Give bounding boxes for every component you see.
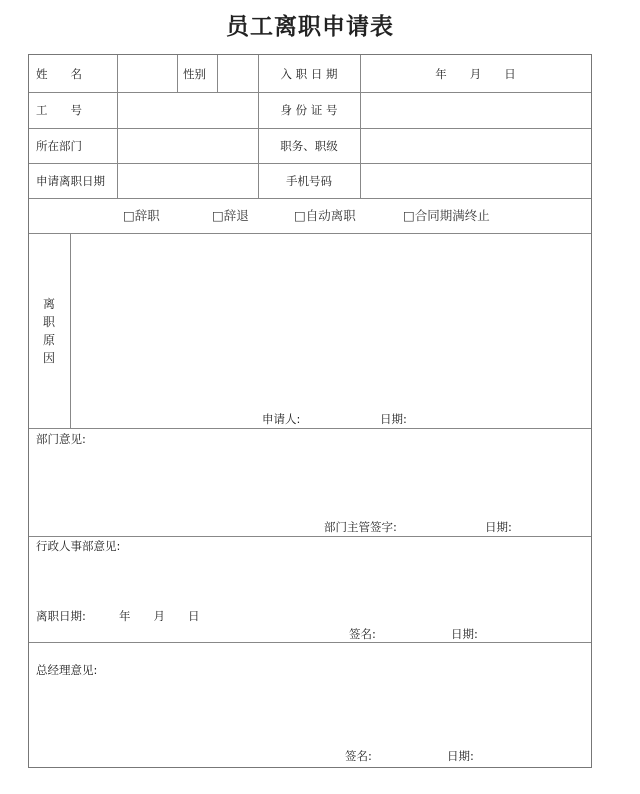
leave-date-field[interactable]: 年 月 日	[119, 609, 200, 623]
section-divider	[29, 642, 591, 643]
hr-sign-label: 签名:	[349, 627, 376, 641]
applicant-label: 申请人:	[262, 412, 301, 426]
resignation-form	[28, 54, 592, 768]
gender-label: 性别	[183, 67, 206, 81]
position-label: 职务、职级	[280, 139, 338, 153]
gm-opinion-textarea[interactable]	[36, 680, 586, 740]
row-divider	[29, 128, 591, 129]
name-label: 姓 名	[36, 67, 82, 81]
phone-input[interactable]	[360, 174, 591, 188]
reason-label-char: 因	[42, 351, 55, 365]
reason-label-char: 离	[42, 297, 55, 311]
position-input[interactable]	[360, 139, 591, 153]
apply-date-input[interactable]	[117, 174, 258, 188]
gender-input[interactable]	[217, 67, 258, 81]
reason-label-char: 原	[42, 333, 55, 347]
reason-label-char: 职	[42, 315, 55, 329]
option-self-leave-checkbox[interactable]: □自动离职	[294, 208, 356, 223]
section-divider	[29, 536, 591, 537]
employee-number-input[interactable]	[117, 103, 258, 117]
entry-date-field[interactable]: 年 月 日	[435, 67, 516, 81]
row-divider	[29, 92, 591, 93]
hr-date-label: 日期:	[451, 627, 478, 641]
row-divider	[29, 233, 591, 234]
employee-number-label: 工 号	[36, 103, 82, 117]
dept-opinion-textarea[interactable]	[36, 449, 586, 515]
gm-sign-label: 签名:	[345, 749, 372, 763]
section-divider	[29, 428, 591, 429]
gm-opinion-label: 总经理意见:	[36, 663, 98, 677]
option-contract-end-checkbox[interactable]: □合同期满终止	[403, 208, 490, 223]
hr-opinion-textarea[interactable]	[36, 556, 586, 604]
reason-textarea[interactable]	[75, 239, 587, 404]
dept-date-label: 日期:	[485, 520, 512, 534]
department-label: 所在部门	[36, 139, 82, 153]
col-divider	[177, 55, 178, 92]
id-number-label: 身 份 证 号	[280, 103, 338, 117]
name-input[interactable]	[117, 67, 177, 81]
row-divider	[29, 198, 591, 199]
page-title: 员工离职申请表	[226, 13, 394, 40]
hr-opinion-label: 行政人事部意见:	[36, 539, 121, 553]
row-divider	[29, 163, 591, 164]
dept-opinion-label: 部门意见:	[36, 432, 86, 446]
entry-date-label: 入 职 日 期	[280, 67, 338, 81]
id-number-input[interactable]	[360, 103, 591, 117]
reason-label	[39, 295, 59, 367]
department-input[interactable]	[117, 139, 258, 153]
gm-date-label: 日期:	[447, 749, 474, 763]
phone-label: 手机号码	[286, 174, 332, 188]
leave-date-label: 离职日期:	[36, 609, 86, 623]
option-resign-checkbox[interactable]: □辞职	[123, 208, 160, 223]
reason-date-label: 日期:	[380, 412, 407, 426]
apply-date-label: 申请离职日期	[36, 174, 105, 188]
col-divider	[70, 233, 71, 428]
option-dismissal-checkbox[interactable]: □辞退	[212, 208, 249, 223]
dept-manager-sign-label: 部门主管签字:	[324, 520, 397, 534]
